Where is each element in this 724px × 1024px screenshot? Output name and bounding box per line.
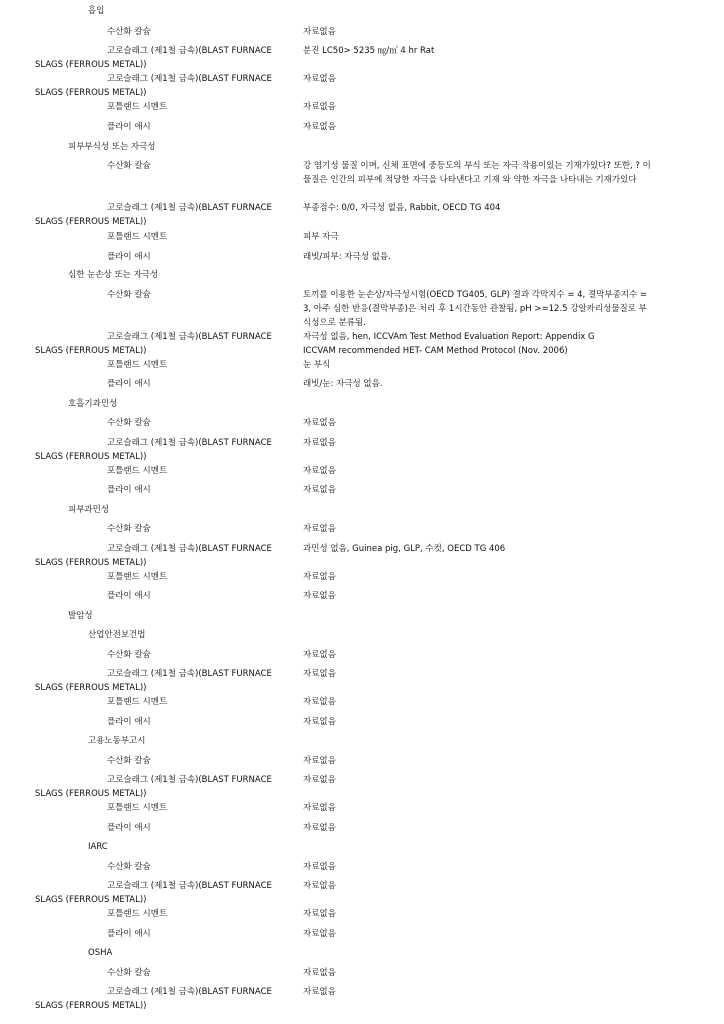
row-value: 자료없음 [303, 803, 336, 813]
row-name: 수산화 칼슘 [107, 862, 151, 872]
row-name: 고로슬래그 (제1철 금속)(BLAST FURNACE [107, 987, 272, 997]
row-value: 자료없음 [303, 591, 336, 601]
row-value: 자료없음 [303, 881, 336, 891]
row-name: 고로슬래그 (제1철 금속)(BLAST FURNACE [107, 775, 272, 785]
row-value: 래빗/눈: 자극성 없음. [303, 379, 383, 389]
row-name: 고로슬래그 (제1철 금속)(BLAST FURNACE [107, 881, 272, 891]
row-name: 플라이 애시 [107, 929, 151, 939]
section-title-skin-sensitization: 피부과민성 [68, 505, 110, 515]
row-name: 수산화 칼슘 [107, 418, 151, 428]
row-value: 자료없음 [303, 987, 336, 997]
section-title-eye-damage: 심한 눈손상 또는 자극성 [68, 270, 159, 280]
row-value: 자료없음 [303, 74, 336, 84]
group-title: OSHA [88, 948, 113, 958]
row-value: 자극성 없음, hen, ICCVAm Test Method Evaluation Report: Appendix G [303, 332, 595, 342]
row-value: 토끼를 이용한 눈손상/자극성시험(OECD TG405, GLP) 결과 각막지수 = 4, 결막부종지수 = 3, 아주 심한 반응(결막부종)은 처리 후 1시간동안 관찰됨, pH >=12.5 강알카리성물질로 부식성으로 분류됨. [303, 290, 648, 328]
row-value: 자료없음 [303, 775, 336, 785]
row-name: 수산화 칼슘 [107, 524, 151, 534]
row-value: 자료없음 [303, 717, 336, 727]
row-value: 자료없음 [303, 102, 336, 112]
row-value: 자료없음 [303, 929, 336, 939]
row-value: 피부 자극 [303, 232, 339, 242]
row-name-cont: SLAGS (FERROUS METAL)) [35, 88, 147, 98]
row-name: 수산화 칼슘 [107, 756, 151, 766]
row-name: 포틀랜드 시멘트 [107, 803, 168, 813]
row-name: 플라이 애시 [107, 379, 151, 389]
row-name: 수산화 칼슘 [107, 650, 151, 660]
row-name-cont: SLAGS (FERROUS METAL)) [35, 452, 147, 462]
row-value: 자료없음 [303, 122, 336, 132]
row-name: 수산화 칼슘 [107, 968, 151, 978]
row-name: 고로슬래그 (제1철 금속)(BLAST FURNACE [107, 332, 272, 342]
row-name-cont: SLAGS (FERROUS METAL)) [35, 789, 147, 799]
row-name: 플라이 애시 [107, 717, 151, 727]
row-name-cont: SLAGS (FERROUS METAL)) [35, 683, 147, 693]
section-title-inhalation: 흡입 [88, 6, 105, 16]
row-value: 분진 LC50> 5235 ㎎/㎥ 4 hr Rat [303, 46, 435, 56]
row-name: 포틀랜드 시멘트 [107, 466, 168, 476]
row-value: 자료없음 [303, 697, 336, 707]
row-name: 플라이 애시 [107, 823, 151, 833]
row-value: 자료없음 [303, 909, 336, 919]
group-title: 고용노동부고시 [88, 736, 146, 746]
row-value-cont: ICCVAM recommended HET- CAM Method Protocol (Nov. 2006) [303, 346, 568, 356]
row-name-cont: SLAGS (FERROUS METAL)) [35, 558, 147, 568]
row-name-cont: SLAGS (FERROUS METAL)) [35, 60, 147, 70]
row-value: 강 염기성 물질 이며, 신체 표면에 중등도의 부식 또는 자극 작용이있는 기재가있다? 또한, ? 이 물질은 인간의 피부에 적당한 자극을 나타낸다고 기재 와 약한 자극을 나타내는 기재가있다 [303, 161, 651, 185]
row-value: 자료없음 [303, 756, 336, 766]
group-title: IARC [88, 842, 108, 852]
row-value: 자료없음 [303, 485, 336, 495]
row-name: 플라이 애시 [107, 591, 151, 601]
row-name: 수산화 칼슘 [107, 161, 151, 171]
row-value: 자료없음 [303, 823, 336, 833]
row-name: 플라이 애시 [107, 122, 151, 132]
row-name: 고로슬래그 (제1철 금속)(BLAST FURNACE [107, 74, 272, 84]
row-name: 고로슬래그 (제1철 금속)(BLAST FURNACE [107, 46, 272, 56]
row-name: 수산화 칼슘 [107, 290, 151, 300]
row-name: 플라이 애시 [107, 485, 151, 495]
row-value: 자료없음 [303, 862, 336, 872]
row-value: 자료없음 [303, 572, 336, 582]
row-value: 자료없음 [303, 968, 336, 978]
row-name: 고로슬래그 (제1철 금속)(BLAST FURNACE [107, 438, 272, 448]
row-value: 자료없음 [303, 524, 336, 534]
section-title-carcinogenicity: 발암성 [68, 611, 93, 621]
row-value: 자료없음 [303, 438, 336, 448]
row-value: 과민성 없음, Guinea pig, GLP, 수컷, OECD TG 406 [303, 544, 506, 554]
row-value: 자료없음 [303, 418, 336, 428]
row-name: 플라이 애시 [107, 252, 151, 262]
row-value: 래빗/피부: 자극성 없음. [303, 252, 391, 262]
section-title-respiratory: 호흡기과민성 [68, 399, 118, 409]
row-name-cont: SLAGS (FERROUS METAL)) [35, 346, 147, 356]
row-name: 포틀랜드 시멘트 [107, 909, 168, 919]
row-name: 포틀랜드 시멘트 [107, 360, 168, 370]
row-value: 자료없음 [303, 27, 336, 37]
row-value: 자료없음 [303, 650, 336, 660]
section-title-skin-corrosion: 피부부식성 또는 자극성 [68, 142, 156, 152]
row-value: 부종점수: 0/0, 자극성 없음, Rabbit, OECD TG 404 [303, 203, 501, 213]
row-name: 포틀랜드 시멘트 [107, 232, 168, 242]
row-value: 자료없음 [303, 466, 336, 476]
row-value: 눈 부식 [303, 360, 331, 370]
row-value: 자료없음 [303, 669, 336, 679]
row-name-cont: SLAGS (FERROUS METAL)) [35, 1001, 147, 1011]
row-name: 고로슬래그 (제1철 금속)(BLAST FURNACE [107, 203, 272, 213]
row-name-cont: SLAGS (FERROUS METAL)) [35, 895, 147, 905]
row-name: 수산화 칼슘 [107, 27, 151, 37]
row-name: 고로슬래그 (제1철 금속)(BLAST FURNACE [107, 669, 272, 679]
group-title: 산업안전보건법 [88, 630, 146, 640]
row-name: 포틀랜드 시멘트 [107, 697, 168, 707]
row-name: 포틀랜드 시멘트 [107, 102, 168, 112]
row-name-cont: SLAGS (FERROUS METAL)) [35, 217, 147, 227]
row-name: 고로슬래그 (제1철 금속)(BLAST FURNACE [107, 544, 272, 554]
row-name: 포틀랜드 시멘트 [107, 572, 168, 582]
